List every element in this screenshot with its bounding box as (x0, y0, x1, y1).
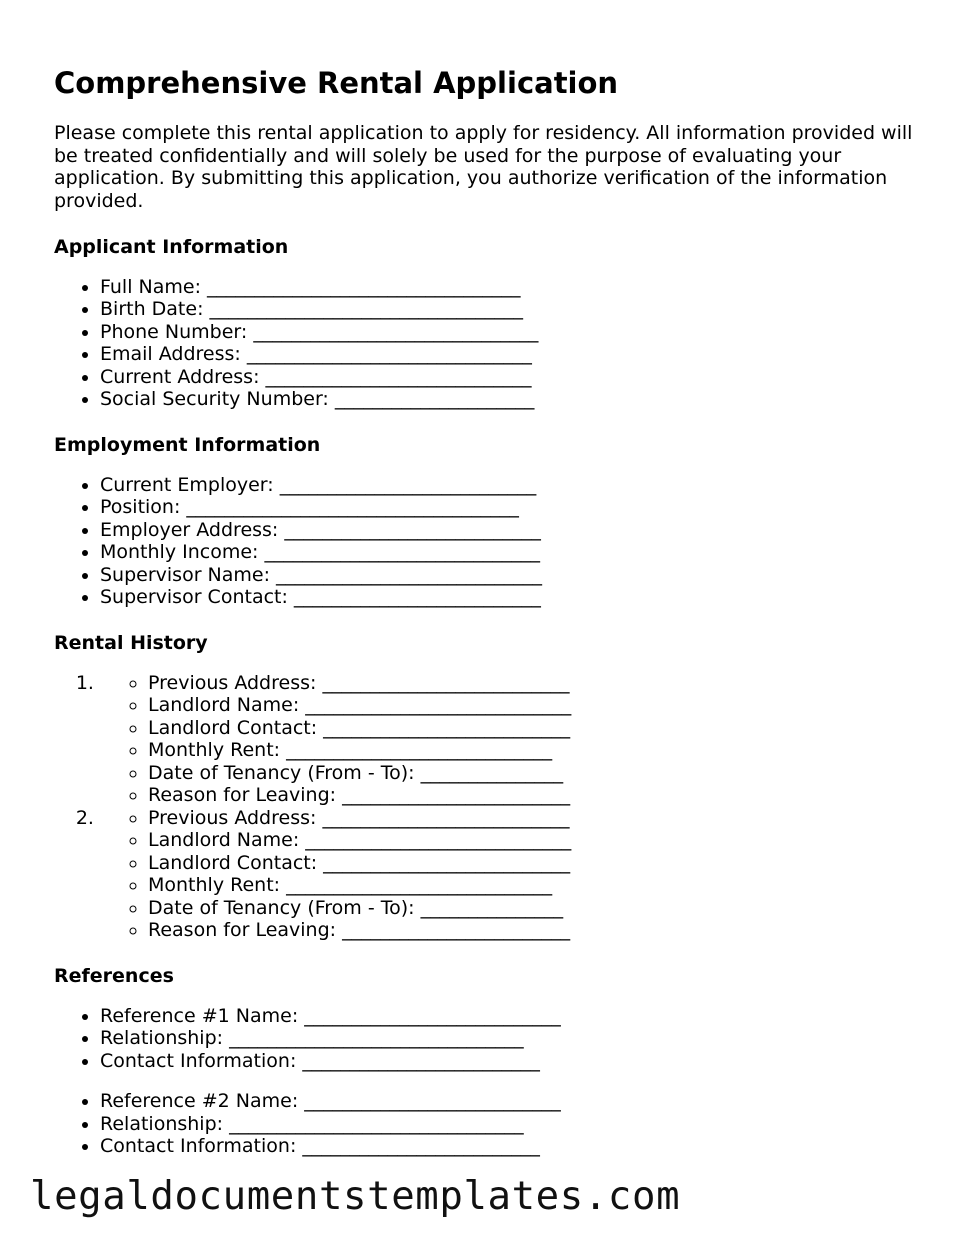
field-reference-2-name: • Reference #2 Name: ___________________________ (100, 1090, 914, 1113)
field-current-employer: • Current Employer: ___________________________ (100, 474, 914, 497)
field-phone-number: • Phone Number: ______________________________ (100, 321, 914, 344)
field-monthly-income: • Monthly Income: _____________________________ (100, 541, 914, 564)
field-email-address: • Email Address: ______________________________ (100, 343, 914, 366)
field-monthly-rent: ◦ Monthly Rent: ____________________________ (148, 739, 914, 762)
field-supervisor-name: • Supervisor Name: ____________________________ (100, 564, 914, 587)
employment-fields (54, 474, 914, 609)
field-previous-address: ◦ 2. Previous Address: __________________________ (148, 807, 914, 830)
field-reference-1-relationship: • Relationship: _______________________________ (100, 1027, 914, 1050)
field-reference-1-contact: • Contact Information: _________________________ (100, 1050, 914, 1073)
page-title: Comprehensive Rental Application (54, 66, 619, 100)
field-previous-address: ◦ 1. Previous Address: __________________________ (148, 672, 914, 695)
field-landlord-name: ◦ Landlord Name: ____________________________ (148, 694, 914, 717)
field-landlord-name: ◦ Landlord Name: ____________________________ (148, 829, 914, 852)
rental-entry (100, 672, 914, 807)
reference-2-fields (54, 1090, 914, 1158)
applicant-fields (54, 276, 914, 411)
field-current-address: • Current Address: ____________________________ (100, 366, 914, 389)
document (54, 64, 914, 1158)
field-monthly-rent: ◦ Monthly Rent: ____________________________ (148, 874, 914, 897)
field-date-of-tenancy: ◦ Date of Tenancy (From - To): _______________ (148, 897, 914, 920)
field-employer-address: • Employer Address: ___________________________ (100, 519, 914, 542)
field-landlord-contact: ◦ Landlord Contact: __________________________ (148, 852, 914, 875)
field-reason-for-leaving: ◦ Reason for Leaving: ________________________ (148, 784, 914, 807)
intro-paragraph: Please complete this rental application to apply for residency. All information provided will be treated confidentially and will solely be used for the purpose of evaluating your application. By submitting this application, you authorize verification of the information provided. (54, 122, 913, 213)
field-full-name: • Full Name: _________________________________ (100, 276, 914, 299)
field-birth-date: • Birth Date: _________________________________ (100, 298, 914, 321)
rental-entry-fields (100, 672, 914, 807)
field-reason-for-leaving: ◦ Reason for Leaving: ________________________ (148, 919, 914, 942)
rental-entry-fields (100, 807, 914, 942)
rental-entry (100, 807, 914, 942)
watermark: legaldocumentstemplates.com (30, 1174, 681, 1219)
field-supervisor-contact: • Supervisor Contact: __________________________ (100, 586, 914, 609)
employment-heading: Employment Information (54, 433, 321, 456)
applicant-heading: Applicant Information (54, 235, 289, 258)
field-reference-1-name: • Reference #1 Name: ___________________________ (100, 1005, 914, 1028)
field-reference-2-relationship: • Relationship: _______________________________ (100, 1113, 914, 1136)
field-reference-2-contact: • Contact Information: _________________________ (100, 1135, 914, 1158)
reference-1-fields (54, 1005, 914, 1073)
rental-history-heading: Rental History (54, 631, 208, 654)
field-ssn: • Social Security Number: _____________________ (100, 388, 914, 411)
references-heading: References (54, 964, 174, 987)
field-position: • Position: ___________________________________ (100, 496, 914, 519)
rental-history-list (54, 672, 914, 942)
field-date-of-tenancy: ◦ Date of Tenancy (From - To): _______________ (148, 762, 914, 785)
field-landlord-contact: ◦ Landlord Contact: __________________________ (148, 717, 914, 740)
